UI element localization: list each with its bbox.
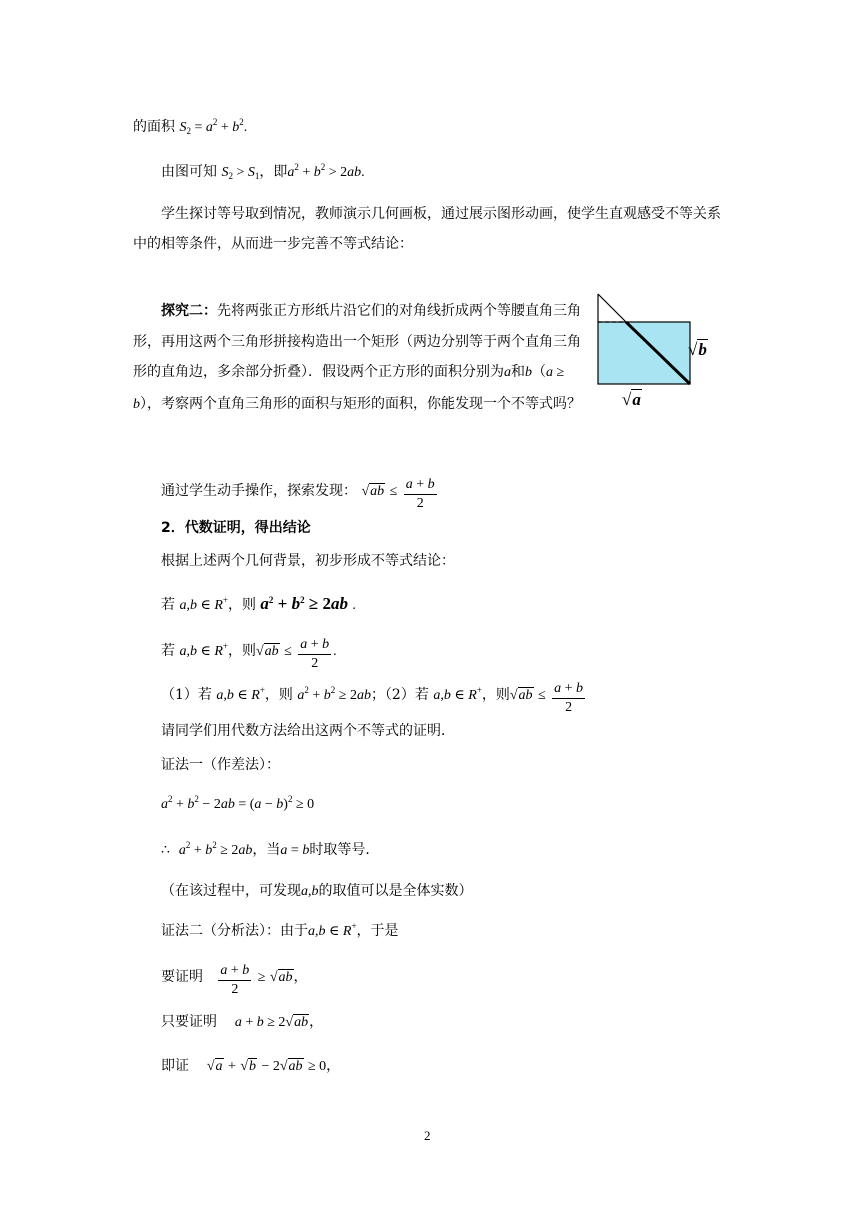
explore-paragraph: 探究二：先将两张正方形纸片沿它们的对角线折成两个等腰直角三角形，再用这两个三角形拼接构造出一个矩形（两边分别等于两个直角三角形的直角边，多余部分折叠）．假设两个正方形的面积分别为a和b（a ≥ b），考察两个直角三角形的面积与矩形的面积，你能发现一个不等式吗？ <box>133 303 581 412</box>
formula-s2-gt-s1: $S_2 > S_1$ <box>221 165 260 181</box>
section-heading: 2．代数证明，得出结论 <box>161 520 311 536</box>
formula-s2: $S_2 = a^2 + b^2$ <box>179 117 244 136</box>
rectangle-fill <box>598 322 690 384</box>
intro-line: 根据上述两个几何背景，初步形成不等式结论： <box>161 553 455 569</box>
formula-a2b2-gt-2ab: $a^2 + b^2 > 2ab$ <box>287 162 362 180</box>
triangle-hypotenuse-top <box>598 294 626 322</box>
fraction-a-plus-b-over-2: $\frac{a + b}{2}$ <box>405 477 435 511</box>
statement-list: （1）若 a,b ∈ R+，则 $a^2 + b^2 \ge 2ab$；（2）若 a,b ∈ R+，则√ab ≤ $\frac{a + b}{2}$ <box>161 681 584 715</box>
proof2-heading: 证法二（分析法）：由于a,b ∈ R+，于是 <box>161 921 399 939</box>
note-line: （在该过程中，可发现a,b的取值可以是全体实数） <box>161 883 473 899</box>
compare-line: 由图可知 $S_2 > S_1$，即$a^2 + b^2 > 2ab$. <box>161 162 365 181</box>
therefore-line: ∴ $a^2 + b^2 \ge 2ab$，当a = b时取等号． <box>161 840 380 858</box>
page-number: 2 <box>424 1128 431 1143</box>
statement-1: 若 a,b ∈ R+，则 $a^2 + b^2 \ge 2ab$ . <box>161 594 356 613</box>
ie-line: 即证 √a + √b − 2√ab ≥ 0， <box>161 1058 341 1074</box>
area-s2-line: 的面积 $S_2 = a^2 + b^2$. <box>133 117 248 136</box>
sqrt-a-label: √a <box>622 390 641 409</box>
ask-line: 请同学们用代数方法给出这两个不等式的证明． <box>161 723 455 739</box>
only-need-line: 只要证明 a + b ≥ 2√ab， <box>161 1014 324 1030</box>
statement-2: 若 a,b ∈ R+，则√ab ≤ $\frac{a + b}{2}$ . <box>161 637 337 671</box>
need-prove-line: 要证明 $\frac{a + b}{2}$ ≥ √ab， <box>161 963 308 997</box>
proof1-heading: 证法一（作差法）： <box>161 757 280 773</box>
discover-line: 通过学生动手操作，探索发现： √ab ≤ $\frac{a + b}{2}$ <box>161 477 435 511</box>
sqrt-b-label: √b <box>688 340 707 359</box>
discussion-paragraph: 学生探讨等号取到情况，教师演示几何画板，通过展示图形动画，使学生直观感受不等关系中的相等条件，从而进一步完善不等式结论： <box>133 206 721 252</box>
proof1-formula: $a^2 + b^2 - 2ab = (a - b)^2 \ge 0$ <box>161 794 315 812</box>
